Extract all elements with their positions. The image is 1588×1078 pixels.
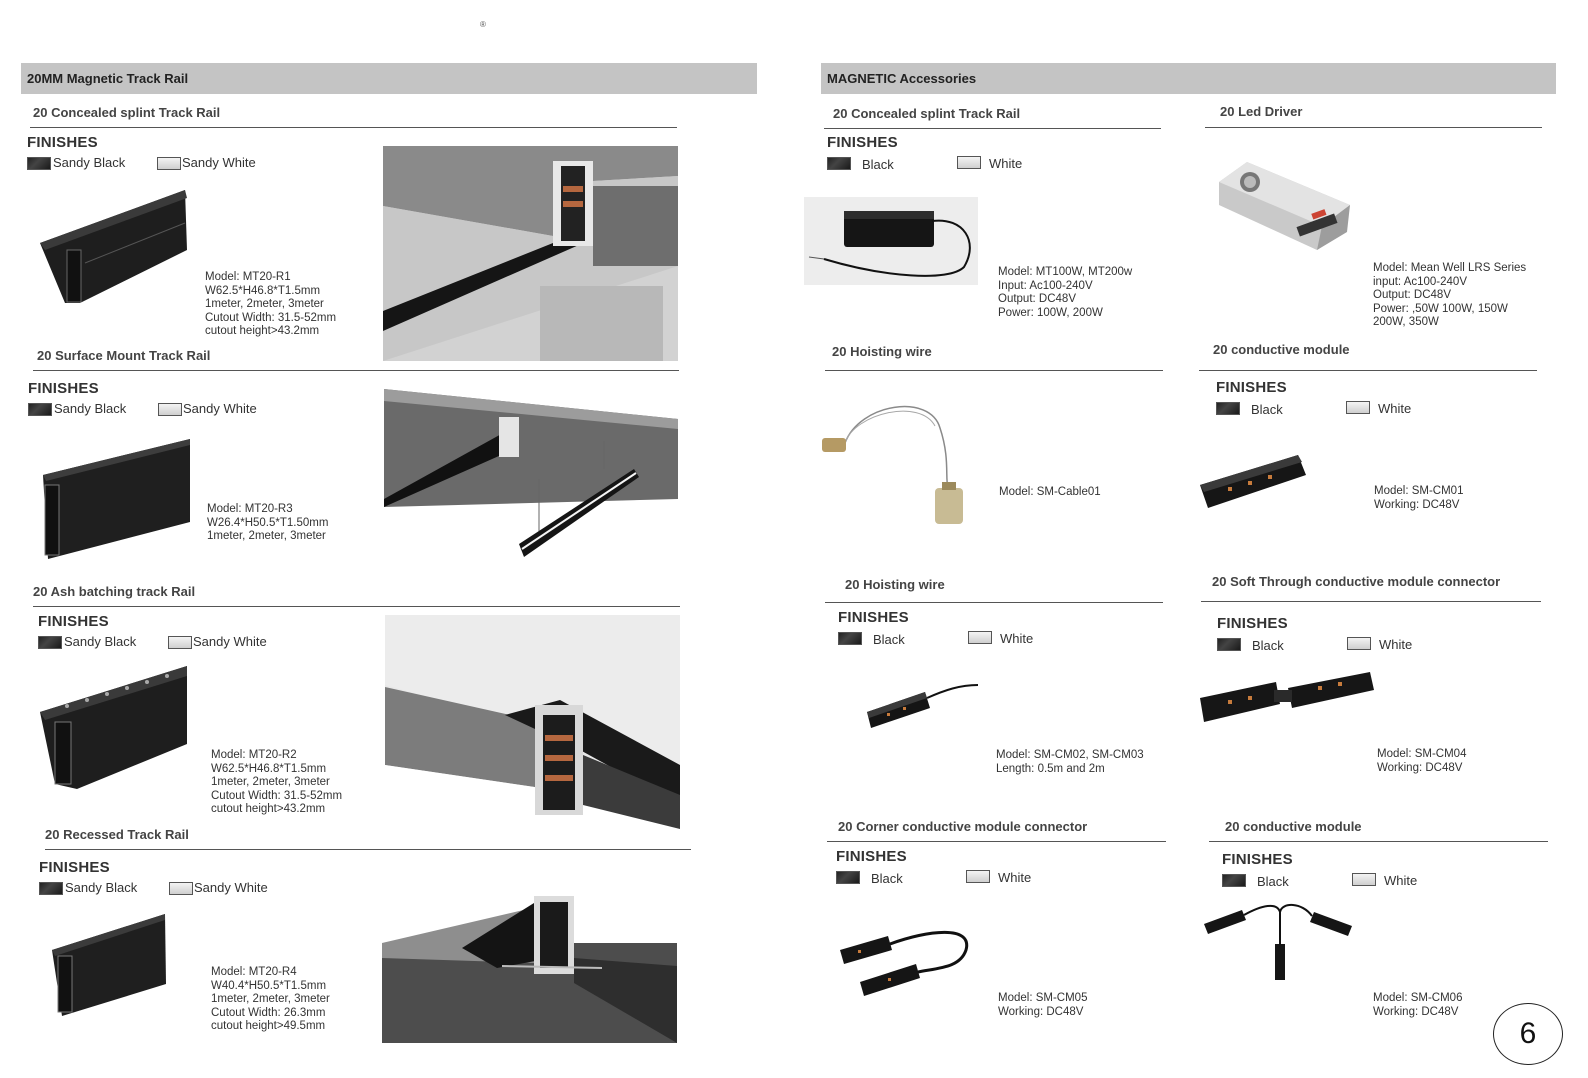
- registered-mark: ®: [480, 20, 486, 29]
- swatch-white: [957, 156, 981, 169]
- section-title: 20 Ash batching track Rail: [33, 584, 196, 599]
- swatch-black: [838, 632, 862, 645]
- swatch-label: White: [998, 870, 1032, 885]
- swatch-black: [836, 871, 860, 884]
- spec-list: Model: MT100W, MT200w Input: Ac100-240V Output: DC48V Power: 100W, 200W: [998, 266, 1133, 319]
- spec-list: Model: MT20-R2 W62.5*H46.8*T1.5mm 1meter, 2meter, 3meter Cutout Width: 31.5-52mm cutout height>43.2mm: [211, 749, 343, 815]
- finishes-label: FINISHES: [27, 134, 98, 151]
- finishes-label: FINISHES: [827, 134, 898, 151]
- swatch-label: Sandy Black: [53, 155, 126, 170]
- corner-connector-photo: [838, 920, 973, 998]
- left-header-band: [21, 63, 757, 94]
- swatch-label: Black: [871, 871, 903, 886]
- section-rule: [33, 370, 679, 371]
- swatch-label: Sandy Black: [64, 634, 137, 649]
- finishes-label: FINISHES: [836, 848, 907, 865]
- swatch-label: Black: [1257, 874, 1289, 889]
- rail-profile-image: [37, 664, 192, 792]
- spec-list: Model: MT20-R4 W40.4*H50.5*T1.5mm 1meter, 2meter, 3meter Cutout Width: 26.3mm cutout height>49.5mm: [211, 966, 330, 1032]
- led-driver-photo: [1217, 160, 1352, 252]
- swatch-sandy-white: [168, 636, 192, 649]
- section-rule: [30, 127, 677, 128]
- page-number: 6: [1493, 1003, 1563, 1065]
- swatch-white: [1347, 637, 1371, 650]
- section-title: 20 Recessed Track Rail: [45, 827, 189, 842]
- swatch-sandy-black: [27, 157, 51, 170]
- spec-list: Model: SM-CM06 Working: DC48V: [1373, 992, 1463, 1018]
- spec-list: Model: SM-Cable01: [999, 486, 1101, 498]
- swatch-label: Sandy White: [193, 634, 267, 649]
- soft-through-connector-photo: [1198, 670, 1376, 726]
- swatch-black: [1217, 638, 1241, 651]
- finishes-label: FINISHES: [39, 859, 110, 876]
- section-title: 20 Led Driver: [1220, 104, 1303, 119]
- finishes-label: FINISHES: [1222, 851, 1293, 868]
- section-rule: [824, 128, 1161, 129]
- swatch-label: White: [1379, 637, 1413, 652]
- swatch-sandy-white: [158, 403, 182, 416]
- section-rule: [1201, 601, 1541, 602]
- rail-profile-image: [40, 437, 195, 562]
- swatch-label: White: [1384, 873, 1418, 888]
- swatch-label: White: [1378, 401, 1412, 416]
- swatch-sandy-black: [39, 882, 63, 895]
- section-rule: [1209, 841, 1548, 842]
- section-title: 20 Concealed splint Track Rail: [833, 106, 1021, 121]
- swatch-sandy-white: [169, 882, 193, 895]
- section-rule: [825, 602, 1163, 603]
- swatch-white: [1346, 401, 1370, 414]
- swatch-black: [1216, 402, 1240, 415]
- section-title: 20 conductive module: [1213, 342, 1350, 357]
- swatch-label: Black: [1251, 402, 1283, 417]
- finishes-label: FINISHES: [28, 380, 99, 397]
- section-title: 20 Soft Through conductive module connector: [1212, 574, 1501, 589]
- swatch-white: [1352, 873, 1376, 886]
- swatch-label: Sandy White: [182, 155, 256, 170]
- spec-list: Model: SM-CM04 Working: DC48V: [1377, 748, 1467, 774]
- swatch-sandy-black: [28, 403, 52, 416]
- section-title: 20 Surface Mount Track Rail: [37, 348, 211, 363]
- swatch-white: [966, 870, 990, 883]
- section-rule: [827, 841, 1166, 842]
- rail-profile-image: [50, 912, 170, 1018]
- section-title: 20 Concealed splint Track Rail: [33, 105, 221, 120]
- spec-list: Model: MT20-R1 W62.5*H46.8*T1.5mm 1meter, 2meter, 3meter Cutout Width: 31.5-52mm cutout height>43.2mm: [205, 271, 337, 337]
- driver-module-photo: [804, 197, 978, 285]
- suspended-rail-photo: [384, 389, 678, 559]
- spec-list: Model: SM-CM02, SM-CM03 Length: 0.5m and 2m: [996, 749, 1144, 775]
- right-header-band: [821, 63, 1556, 94]
- spec-list: Model: SM-CM05 Working: DC48V: [998, 992, 1088, 1018]
- swatch-sandy-white: [157, 157, 181, 170]
- swatch-label: White: [1000, 631, 1034, 646]
- swatch-white: [968, 631, 992, 644]
- section-rule: [825, 370, 1163, 371]
- swatch-black: [827, 157, 851, 170]
- spec-list: Model: SM-CM01 Working: DC48V: [1374, 485, 1464, 511]
- right-header-title: MAGNETIC Accessories: [827, 71, 977, 86]
- finishes-label: FINISHES: [1216, 379, 1287, 396]
- swatch-label: Sandy White: [194, 880, 268, 895]
- finishes-label: FINISHES: [838, 609, 909, 626]
- section-rule: [1199, 370, 1537, 371]
- swatch-label: White: [989, 156, 1023, 171]
- t-connector-photo: [1202, 900, 1357, 982]
- conductive-module-photo: [1198, 450, 1310, 512]
- section-title: 20 Hoisting wire: [832, 344, 932, 359]
- swatch-label: Sandy White: [183, 401, 257, 416]
- rail-profile-image: [35, 188, 190, 313]
- installed-rail-photo: [383, 146, 678, 361]
- hoisting-wire-photo: [820, 398, 970, 528]
- swatch-label: Sandy Black: [54, 401, 127, 416]
- swatch-label: Black: [873, 632, 905, 647]
- section-rule: [1205, 127, 1542, 128]
- swatch-label: Black: [862, 157, 894, 172]
- spec-list: Model: Mean Well LRS Series input: Ac100-240V Output: DC48V Power: ,50W 100W, 150W 200W, 350W: [1373, 262, 1527, 328]
- section-title: 20 Corner conductive module connector: [838, 819, 1088, 834]
- section-title: 20 conductive module: [1225, 819, 1362, 834]
- ash-batching-rail-photo: [385, 615, 680, 829]
- spec-list: Model: MT20-R3 W26.4*H50.5*T1.50mm 1meter, 2meter, 3meter: [207, 503, 329, 542]
- swatch-black: [1222, 874, 1246, 887]
- swatch-sandy-black: [38, 636, 62, 649]
- section-title: 20 Hoisting wire: [845, 577, 945, 592]
- section-rule: [45, 849, 691, 850]
- feed-connector-photo: [865, 680, 980, 732]
- swatch-label: Black: [1252, 638, 1284, 653]
- left-header-title: 20MM Magnetic Track Rail: [27, 71, 189, 86]
- swatch-label: Sandy Black: [65, 880, 138, 895]
- recessed-rail-photo: [382, 888, 677, 1043]
- finishes-label: FINISHES: [1217, 615, 1288, 632]
- finishes-label: FINISHES: [38, 613, 109, 630]
- section-rule: [33, 606, 680, 607]
